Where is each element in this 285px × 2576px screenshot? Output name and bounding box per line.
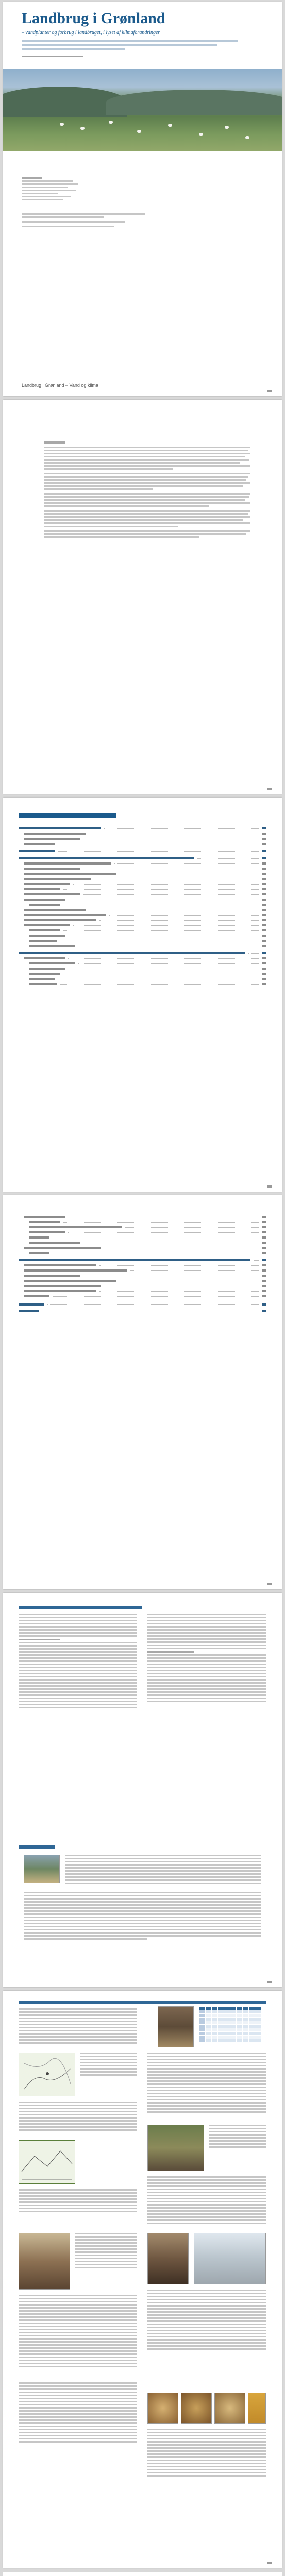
toc-page — [3, 798, 282, 1192]
preface-page — [3, 400, 282, 794]
cover-title: Landbrug i Grønland — [22, 10, 165, 27]
cross-section-icon — [19, 2141, 75, 2183]
field-photo — [147, 2125, 204, 2171]
root-photo-4 — [248, 2393, 266, 2424]
cover-photo — [3, 69, 282, 151]
figure-map — [19, 2053, 75, 2096]
soil-profile-photo — [19, 2233, 70, 2290]
climate-table — [199, 2006, 261, 2043]
cover-page — [3, 2, 282, 396]
soil-photo-1 — [158, 2006, 194, 2047]
soil-core-photo — [147, 2233, 189, 2284]
root-photo-3 — [214, 2393, 245, 2424]
blank-page — [3, 2572, 282, 2576]
root-photo-1 — [147, 2393, 178, 2424]
cover-subtitle: – vandplanter og forbrug i landbruget, i lyset af klimaforandringer — [22, 30, 160, 36]
figure-diagram — [19, 2140, 75, 2184]
introduction-page — [3, 1593, 282, 1987]
root-photo-2 — [181, 2393, 212, 2424]
toc-heading — [19, 813, 116, 818]
toc-continued-page — [3, 1195, 282, 1589]
map-sketch-icon — [19, 2053, 75, 2096]
intro-photo — [24, 1855, 60, 1883]
sample-photo — [194, 2233, 266, 2284]
chapter-1-page — [3, 1991, 282, 2568]
cover-footer: Landbrug i Grønland – Vand og klima — [22, 383, 98, 388]
